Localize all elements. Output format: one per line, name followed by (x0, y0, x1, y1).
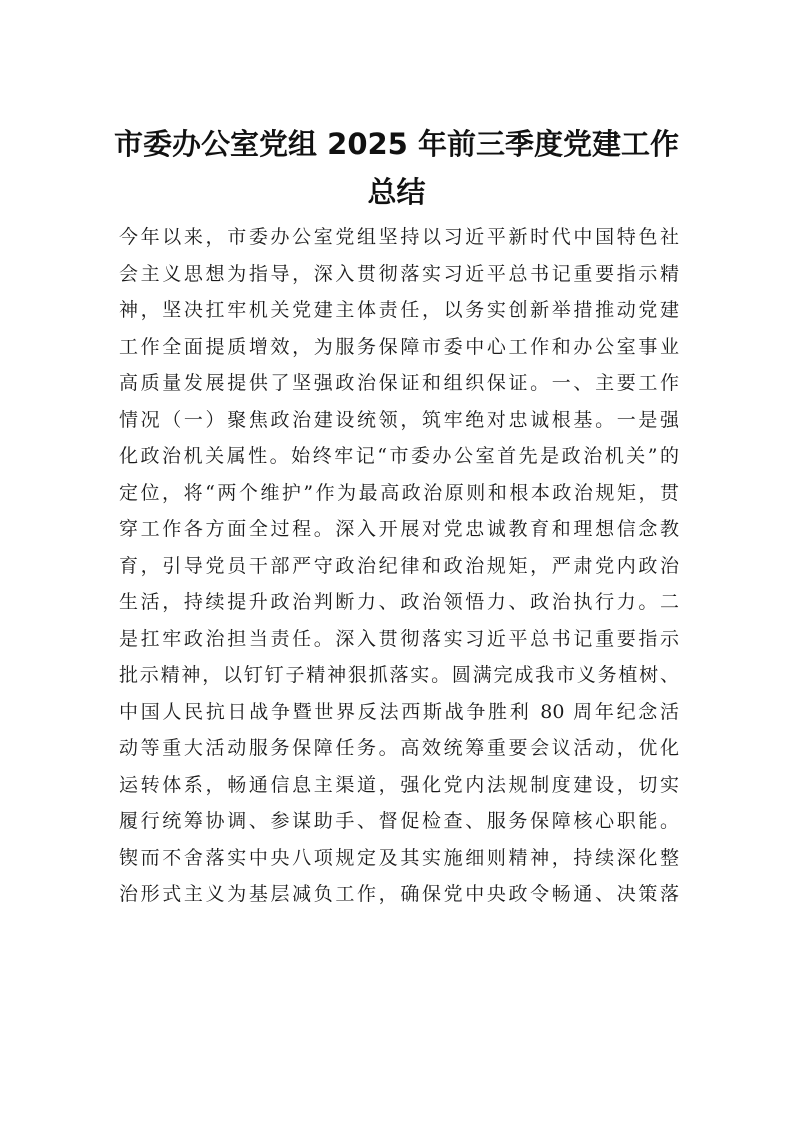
body-line: 动等重大活动服务保障任务。高效统筹重要会议活动，优化 (119, 737, 679, 759)
body-line: 会主义思想为指导，深入贯彻落实习近平总书记重要指示精 (119, 262, 679, 285)
body-line: 中国人民抗日战争暨世界反法西斯战争胜利 80 周年纪念活 (119, 700, 679, 723)
body-line: 定位，将“两个维护”作为最高政治原则和根本政治规矩，贯 (119, 481, 679, 504)
body-line: 运转体系，畅通信息主渠道，强化党内法规制度建设，切实 (119, 773, 679, 796)
body-line: 育，引导党员干部严守政治纪律和政治规矩，严肃党内政治 (119, 554, 679, 577)
body-line: 今年以来，市委办公室党组坚持以习近平新时代中国特色社 (119, 226, 679, 248)
document-body (119, 219, 679, 913)
body-line: 情况（一）聚焦政治建设统领，筑牢绝对忠诚根基。一是强 (119, 408, 679, 431)
body-line: 化政治机关属性。始终牢记“市委办公室首先是政治机关”的 (119, 445, 679, 467)
body-line: 工作全面提质增效，为服务保障市委中心工作和办公室事业 (119, 335, 679, 358)
body-line: 是扛牢政治担当责任。深入贯彻落实习近平总书记重要指示 (119, 627, 679, 650)
body-line: 批示精神，以钉钉子精神狠抓落实。圆满完成我市义务植树、 (119, 664, 679, 686)
body-line: 穿工作各方面全过程。深入开展对党忠诚教育和理想信念教 (119, 518, 679, 540)
document-title-line-1: 市委办公室党组 2025 年前三季度党建工作 (114, 127, 679, 161)
body-line: 锲而不舍落实中央八项规定及其实施细则精神，持续深化整 (119, 846, 679, 869)
document-title-line-2: 总结 (367, 175, 426, 209)
body-line: 生活，持续提升政治判断力、政治领悟力、政治执行力。二 (119, 591, 679, 613)
body-line: 履行统筹协调、参谋助手、督促检查、服务保障核心职能。 (119, 810, 679, 832)
body-line: 治形式主义为基层减负工作，确保党中央政令畅通、决策落 (119, 883, 679, 905)
body-line: 高质量发展提供了坚强政治保证和组织保证。一、主要工作 (119, 372, 679, 394)
body-line: 神，坚决扛牢机关党建主体责任，以务实创新举措推动党建 (119, 299, 679, 321)
